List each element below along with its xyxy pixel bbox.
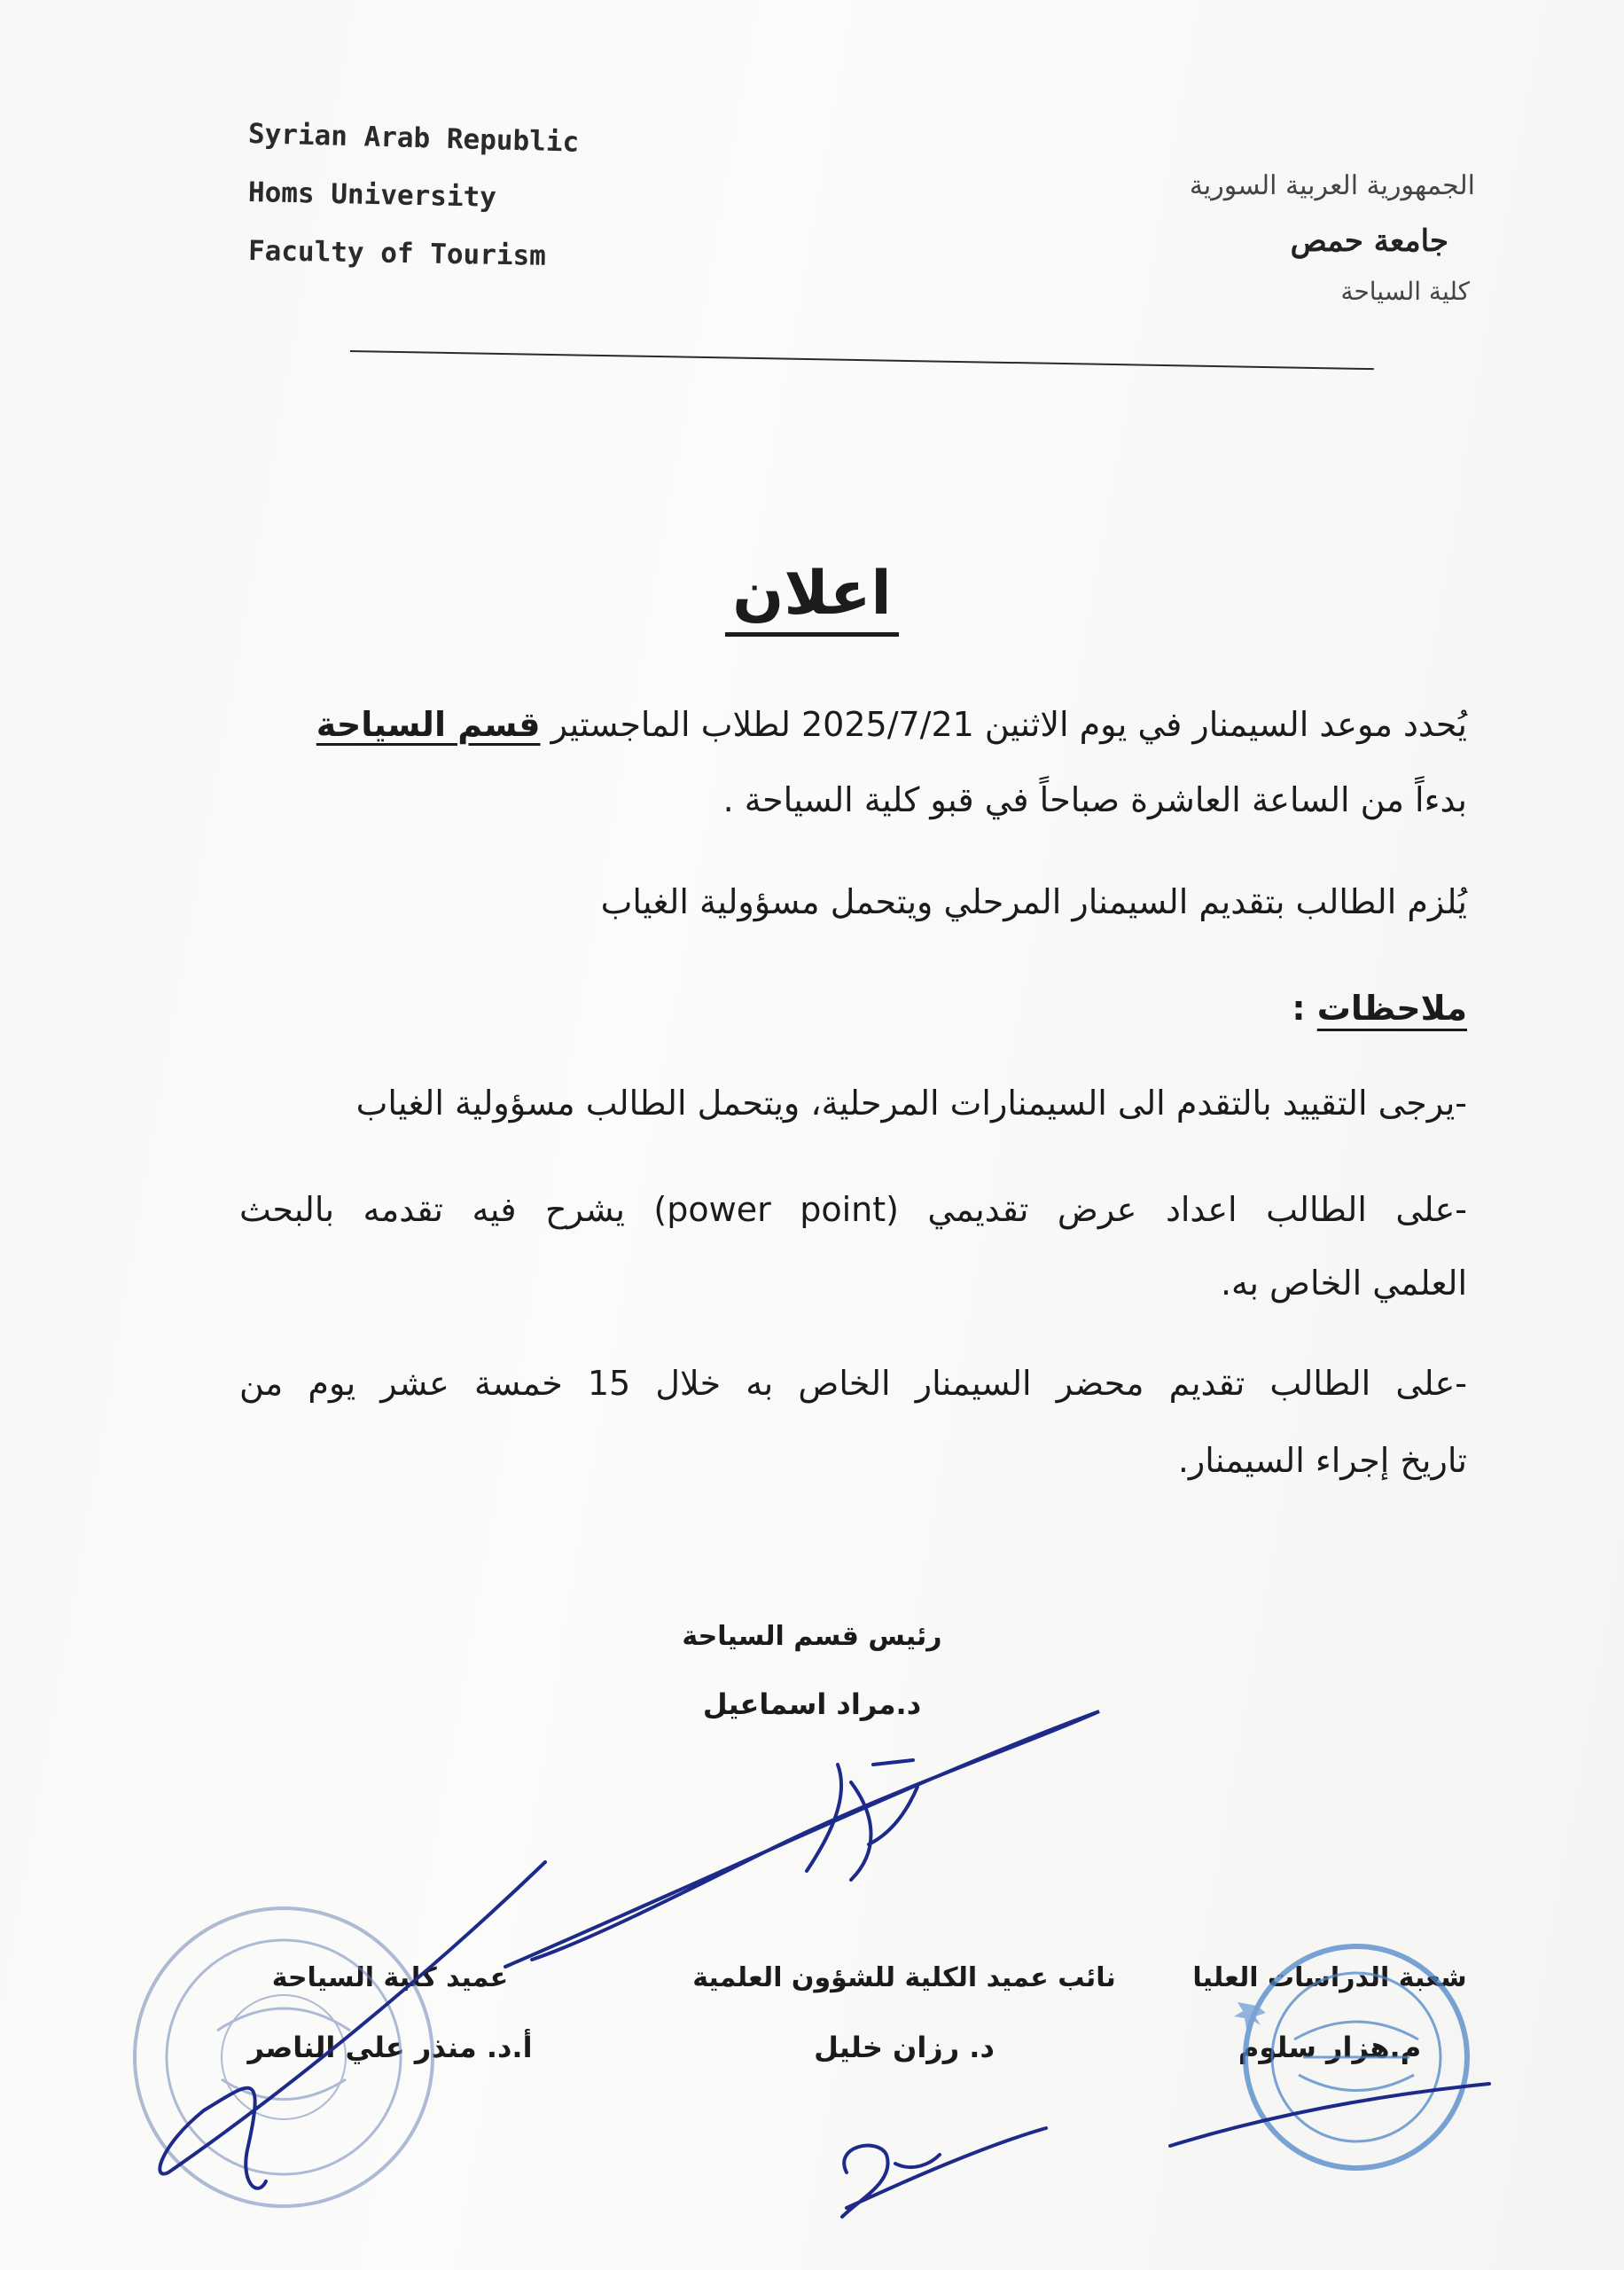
paragraph-1-line-1 xyxy=(239,705,1467,744)
dean-name: أ.د. منذر علي الناصر xyxy=(247,2031,533,2064)
note-2-continued xyxy=(239,1264,1467,1303)
department-name: قسم السياحة xyxy=(316,705,541,744)
paragraph-seminar-time xyxy=(239,780,1467,819)
note-2-line-1: -على الطالب اعداد عرض تقديمي (power point) يشرح فيه تقدمه بالبحث xyxy=(239,1190,1467,1229)
grad-title: شعبة الدراسات العليا xyxy=(1192,1962,1467,1993)
grad-name: م.هزار سلوم xyxy=(1238,2031,1422,2064)
notes-colon: : xyxy=(1292,989,1317,1028)
note-1 xyxy=(239,1084,1467,1123)
note-3-continued xyxy=(239,1441,1467,1480)
letterhead-faculty-en: Faculty of Tourism xyxy=(247,235,547,272)
note-3-line-2: تاريخ إجراء السيمنار. xyxy=(1177,1441,1467,1480)
vice-dean-name: د. رزان خليل xyxy=(814,2031,995,2064)
note-3-line-1: -على الطالب تقديم محضر السيمنار الخاص به خلال 15 خمسة عشر يوم من xyxy=(239,1364,1467,1403)
signature-block-head xyxy=(635,1621,989,1721)
head-title: رئيس قسم السياحة xyxy=(682,1621,942,1652)
letterhead-arabic xyxy=(1103,160,1475,314)
signature-block-vice-dean xyxy=(674,1962,1135,2064)
paragraph-obligation xyxy=(239,882,1467,921)
letterhead-country-ar: الجمهورية العربية السورية xyxy=(1189,170,1475,201)
signature-block-dean xyxy=(239,1962,541,2064)
paragraph-1-line-2: بدءاً من الساعة العاشرة صباحاً في قبو كلية السياحة . xyxy=(722,780,1467,819)
note-2-line-2: العلمي الخاص به. xyxy=(1220,1264,1467,1303)
note-1-text: -يرجى التقييد بالتقدم الى السيمنارات المرحلية، ويتحمل الطالب مسؤولية الغياب xyxy=(355,1084,1467,1123)
vice-dean-title: نائب عميد الكلية للشؤون العلمية xyxy=(692,1962,1116,1993)
letterhead-country-en: Syrian Arab Republic xyxy=(247,118,580,159)
notes-heading xyxy=(239,989,1467,1028)
letterhead-university-ar: جامعة حمص xyxy=(1290,223,1448,259)
head-name: د.مراد اسماعيل xyxy=(702,1687,922,1721)
paragraph-1-text: يُحدد موعد السيمنار في يوم الاثنين 2025/7/21 لطلاب الماجستير xyxy=(540,705,1467,744)
paragraph-2-text: يُلزم الطالب بتقديم السيمنار المرحلي ويتحمل مسؤولية الغياب xyxy=(600,882,1467,921)
announcement-title xyxy=(0,559,1624,629)
note-3 xyxy=(239,1364,1467,1403)
signature-block-grad xyxy=(1179,1962,1480,2064)
letterhead-faculty-ar: كلية السياحة xyxy=(1340,277,1470,306)
letterhead-university-en: Homs University xyxy=(247,176,497,214)
dean-title: عميد كلية السياحة xyxy=(271,1962,509,1993)
notes-label: ملاحظات xyxy=(1316,989,1467,1028)
letterhead-english xyxy=(248,105,621,280)
note-2 xyxy=(239,1190,1467,1229)
paragraph-seminar-date xyxy=(239,705,1467,744)
title-text: اعلان xyxy=(725,559,898,637)
